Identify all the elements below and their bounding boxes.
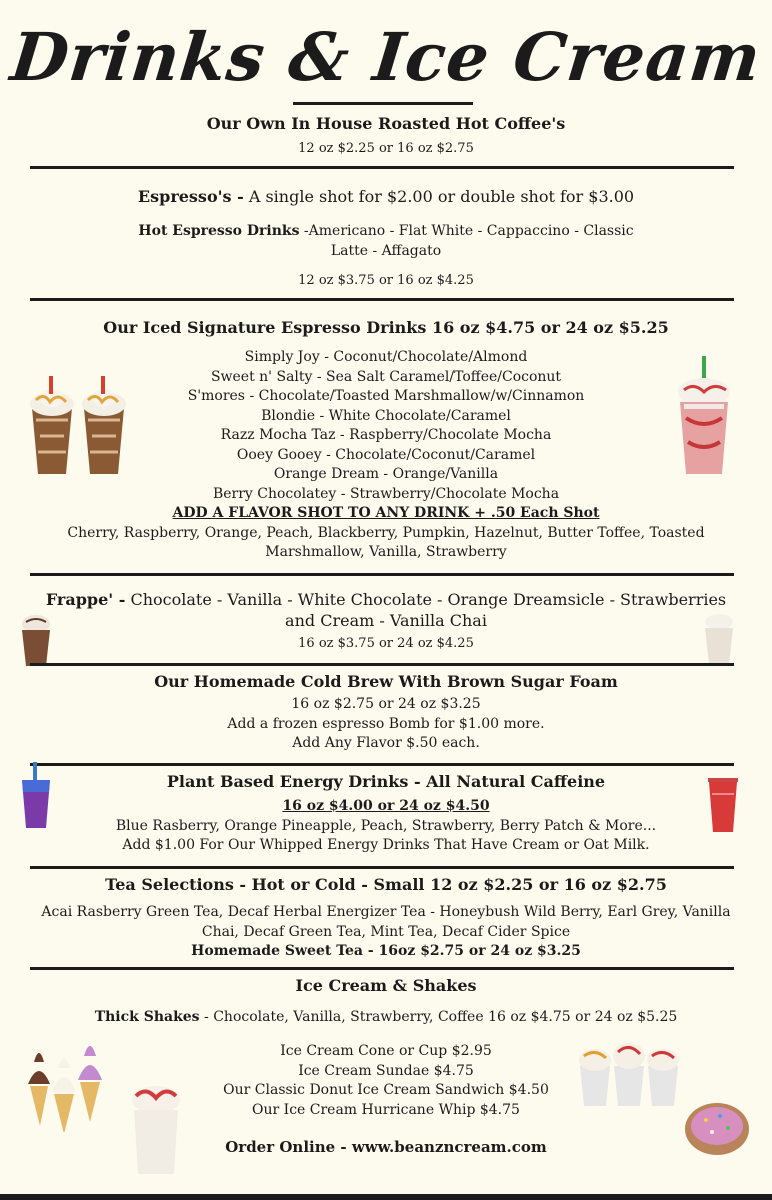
cold-brew-bomb: Add a frozen espresso Bomb for $1.00 more. <box>227 715 545 732</box>
divider <box>30 663 734 666</box>
thick-shakes-text: - Chocolate, Vanilla, Strawberry, Coffee 16 oz $4.75 or 24 oz $5.25 <box>199 1009 678 1025</box>
hot-espresso-label: Hot Espresso Drinks <box>138 223 300 239</box>
donut-ice-cream-sandwich-image <box>682 1094 752 1164</box>
espresso-price: 12 oz $3.75 or 16 oz $4.25 <box>298 273 474 288</box>
frappe-line <box>0 590 772 609</box>
ice-cream-heading: Ice Cream & Shakes <box>295 976 477 995</box>
red-energy-drink-image <box>704 774 742 836</box>
divider <box>30 763 734 766</box>
iced-item: Berry Chocolatey - Strawberry/Chocolate Mocha <box>212 485 560 502</box>
sundae-cups-image <box>576 1032 682 1112</box>
iced-cup-2 <box>82 376 126 474</box>
energy-price: 16 oz $4.00 or 24 oz $4.50 <box>282 798 490 814</box>
iced-item: Sweet n' Salty - Sea Salt Caramel/Toffee/Coconut <box>210 368 562 385</box>
coffee-heading: Our Own In House Roasted Hot Coffee's <box>206 114 566 133</box>
frappe-label: Frappe' - <box>45 590 126 609</box>
hot-espresso-line <box>0 222 772 242</box>
title-underline <box>293 102 473 105</box>
iced-cup-1 <box>30 376 74 474</box>
cold-brew-price: 16 oz $2.75 or 24 oz $3.25 <box>291 696 481 712</box>
soft-serve-cones-image <box>26 1034 106 1132</box>
divider <box>30 967 734 970</box>
iced-heading: Our Iced Signature Espresso Drinks 16 oz $4.75 or 24 oz $5.25 <box>103 318 669 337</box>
bottom-border <box>0 1194 772 1200</box>
espresso-text: A single shot for $2.00 or double shot for $3.00 <box>243 187 635 206</box>
hot-espresso-items: -Americano - Flat White - Cappaccino - Classic <box>299 223 634 239</box>
energy-whipped: Add $1.00 For Our Whipped Energy Drinks That Have Cream or Oat Milk. <box>122 837 650 853</box>
ice-cream-item: Ice Cream Cone or Cup $2.95 <box>280 1043 492 1059</box>
espresso-line <box>0 187 772 206</box>
tea-heading: Tea Selections - Hot or Cold - Small 12 oz $2.25 or 16 oz $2.75 <box>105 875 667 894</box>
iced-item: Orange Dream - Orange/Vanilla <box>273 466 499 482</box>
tea-list-2: Chai, Decaf Green Tea, Mint Tea, Decaf Cider Spice <box>201 923 571 940</box>
chocolate-frappe-image <box>18 612 54 668</box>
iced-item: Ooey Gooey - Chocolate/Coconut/Caramel <box>236 446 536 463</box>
frappe-text-2: and Cream - Vanilla Chai <box>285 611 487 630</box>
energy-flavors: Blue Rasberry, Orange Pineapple, Peach, Strawberry, Berry Patch & More... <box>115 817 657 834</box>
ice-cream-item: Our Ice Cream Hurricane Whip $4.75 <box>252 1101 520 1118</box>
divider <box>30 573 734 576</box>
coffee-price: 12 oz $2.25 or 16 oz $2.75 <box>298 141 474 156</box>
espresso-label: Espresso's - <box>137 187 244 206</box>
flavor-shot-note: ADD A FLAVOR SHOT TO ANY DRINK + .50 Each Shot <box>172 505 600 521</box>
flavor-list-2: Marshmallow, Vanilla, Strawberry <box>265 544 507 560</box>
strawberry-frappe-image <box>672 356 738 482</box>
order-online-link[interactable]: Order Online - www.beanzncream.com <box>225 1138 547 1156</box>
blue-energy-drink-image <box>16 762 56 832</box>
cold-brew-flavor: Add Any Flavor $.50 each. <box>292 735 480 751</box>
hot-espresso-items-2: Latte - Affagato <box>330 243 442 259</box>
vanilla-frappe-image <box>700 612 738 666</box>
iced-item: Blondie - White Chocolate/Caramel <box>261 407 511 424</box>
frappe-price: 16 oz $3.75 or 24 oz $4.25 <box>298 636 474 651</box>
cold-brew-heading: Our Homemade Cold Brew With Brown Sugar Foam <box>154 672 618 691</box>
tea-details <box>0 903 772 962</box>
thick-shakes-line <box>0 1008 772 1028</box>
divider <box>30 166 734 169</box>
ice-cream-item: Ice Cream Sundae $4.75 <box>298 1062 474 1079</box>
divider <box>30 866 734 869</box>
ice-cream-item: Our Classic Donut Ice Cream Sandwich $4.50 <box>223 1082 549 1098</box>
iced-coffee-cups-image <box>22 370 132 482</box>
cold-brew-details <box>0 695 772 754</box>
thick-shakes-label: Thick Shakes <box>94 1009 200 1025</box>
sweet-tea: Homemade Sweet Tea - 16oz $2.75 or 24 oz $3.25 <box>191 943 581 959</box>
flavor-list: Cherry, Raspberry, Orange, Peach, Blackberry, Pumpkin, Hazelnut, Butter Toffee, Toasted <box>67 524 705 541</box>
divider <box>30 298 734 301</box>
energy-details <box>0 797 772 856</box>
page-title: Drinks & Ice Cream <box>7 18 765 96</box>
shake-image <box>128 1078 184 1178</box>
iced-item: Simply Joy - Coconut/Chocolate/Almond <box>244 349 528 365</box>
frappe-text: Chocolate - Vanilla - White Chocolate - Orange Dreamsicle - Strawberries <box>125 590 727 609</box>
iced-item: Razz Mocha Taz - Raspberry/Chocolate Mocha <box>220 427 552 443</box>
tea-list: Acai Rasberry Green Tea, Decaf Herbal Energizer Tea - Honeybush Wild Berry, Earl Grey, Vanilla <box>41 904 731 920</box>
iced-item: S'mores - Chocolate/Toasted Marshmallow/w/Cinnamon <box>187 388 585 404</box>
energy-heading: Plant Based Energy Drinks - All Natural Caffeine <box>166 772 606 791</box>
